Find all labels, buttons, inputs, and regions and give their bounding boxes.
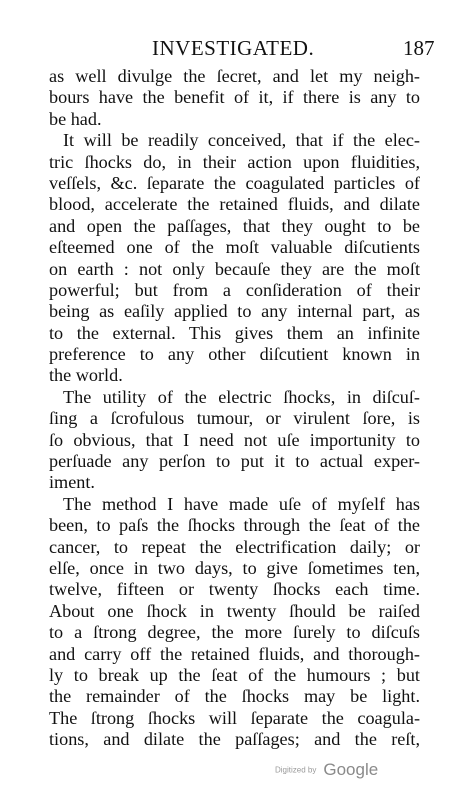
text-line: the world. (49, 365, 123, 386)
text-line: twelve, fifteen or twenty ſhocks each time. (49, 579, 420, 600)
text-line: iment. (49, 472, 95, 493)
page-number: 187 (403, 36, 435, 60)
text-line: ſo obvious, that I need not uſe importunity to (49, 429, 420, 450)
text-line: been, to paſs the ſhocks through the ſeat of the (49, 515, 420, 536)
text-line: to a ſtrong degree, the more ſurely to diſcuſs (49, 622, 420, 643)
text-line: cancer, to repeat the electrification daily; or (49, 536, 420, 557)
text-line: veſſels, &c. ſeparate the coagulated particles of (49, 172, 420, 193)
text-line: ly to break up the ſeat of the humours ; but (49, 664, 420, 685)
text-line: About one ſhock in twenty ſhould be raiſed (49, 600, 420, 621)
text-line: powerful; but from a conſideration of their (49, 279, 420, 300)
text-line: The ſtrong ſhocks will ſeparate the coagula- (49, 707, 420, 728)
text-line: the remainder of the ſhocks may be light. (49, 686, 420, 707)
text-line: It will be readily conceived, that if the elec- (63, 130, 420, 151)
body-text (49, 66, 420, 751)
text-line: as well divulge the ſecret, and let my neigh- (49, 66, 420, 86)
text-line: to the external. This gives them an infinite (49, 322, 420, 343)
text-line: The method I have made uſe of myſelf has (63, 493, 420, 514)
watermark-prefix: Digitized by (275, 765, 317, 775)
running-head: INVESTIGATED. (152, 36, 315, 60)
text-line: and carry off the retained fluids, and thorough- (49, 643, 420, 664)
page-header (0, 36, 469, 64)
digitized-watermark (275, 760, 378, 780)
text-line: perſuade any perſon to put it to actual exper- (49, 451, 420, 472)
text-line: preference to any other diſcutient known in (49, 344, 420, 365)
google-logo: Google (323, 760, 379, 779)
text-line: elſe, once in two days, to give ſometimes ten, (49, 557, 420, 578)
text-line: tions, and dilate the paſſages; and the reſt, (49, 729, 420, 750)
text-line: be had. (49, 108, 102, 129)
text-line: being as eaſily applied to any internal part, as (49, 301, 420, 322)
text-line: tric ſhocks do, in their action upon fluidities, (49, 151, 420, 172)
text-line: and open the paſſages, that they ought to be (49, 215, 420, 236)
text-line: eſteemed one of the moſt valuable diſcutients (49, 237, 420, 258)
text-line: on earth : not only becauſe they are the moſt (49, 258, 420, 279)
text-line: The utility of the electric ſhocks, in diſcuſ- (63, 386, 420, 407)
text-line: ſing a ſcrofulous tumour, or virulent ſore, is (49, 408, 420, 429)
text-line: bours have the benefit of it, if there is any to (49, 87, 420, 108)
text-line: blood, accelerate the retained fluids, and dilate (49, 194, 420, 215)
